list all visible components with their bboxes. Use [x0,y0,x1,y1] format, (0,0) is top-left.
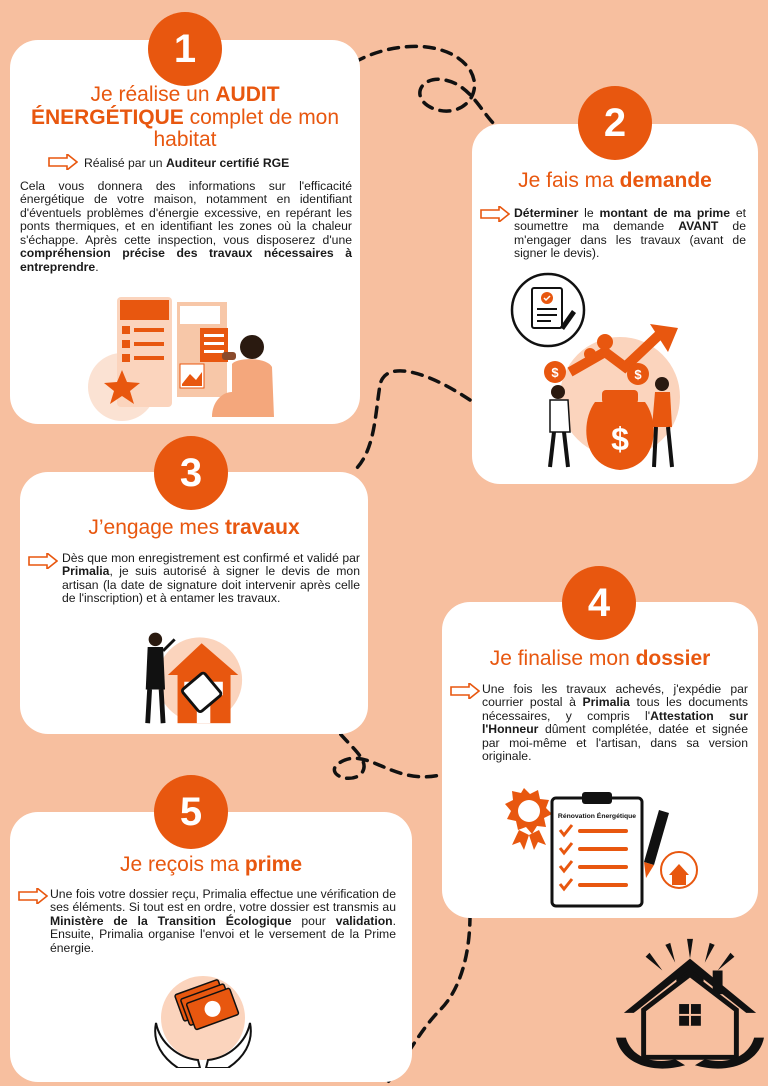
step-5-number: 5 [154,775,228,849]
step-1-body-1: Cela vous donnera des informations sur l'efficacité énergétique de votre maison, notamment en identifiant d'éventuels problèmes d'énergie excessive, en repérant les ponts thermiques, et en identifiant les zones où la chaleur s'échappe. Après cette inspection, vous disposerez d'une [20,179,352,247]
arrow-right-icon [28,553,58,569]
step-2-number: 2 [578,86,652,160]
step-3-body [62,552,360,606]
audit-illustration [82,292,282,422]
step-2-body-1: le [578,206,600,220]
step-3-body-bold-1: Primalia [62,564,110,579]
step-3-title-bold: travaux [224,516,300,539]
step-2-body-bold-1: Déterminer [514,206,579,220]
step-4-number: 4 [562,566,636,640]
step-5-body-3: . Ensuite, Primalia organise l'envoi et le versement de la Prime énergie. [50,913,396,955]
step-5-body-bold-2: validation [335,913,393,928]
step-2-title-pre: Je fais ma [518,169,620,192]
step-1-sub-pre: Réalisé par un [84,156,166,170]
step-1-body [20,180,352,274]
step-1-sub-bold: Auditeur certifié RGE [165,156,290,170]
step-4-title-pre: Je finalise mon [489,647,636,670]
step-2-body [514,207,746,261]
arrow-right-icon [450,683,480,699]
step-5-title [20,854,402,877]
arrow-right-icon [18,888,48,904]
house-icon [616,938,764,1078]
step-5-title-bold: prime [244,853,303,876]
step-5-body [50,888,396,955]
step-2-body-bold-2: montant de ma prime [599,206,731,220]
dossier-illustration [494,780,704,910]
clipboard-label: Rénovation Énergétique [557,813,637,820]
step-2-title-bold: demande [619,169,712,192]
arrow-right-icon [48,154,78,170]
svg-text:$: $ [634,367,642,382]
step-1-title-pre: Je réalise un [90,83,216,106]
prime-illustration [148,968,258,1068]
arrow-right-icon [480,206,510,222]
step-4-body-3: dûment complétée, datée et signée par moi-même et l'artisan, dans sa version originale. [482,722,748,764]
step-3-number: 3 [154,436,228,510]
step-1-title-post: complet de mon habitat [153,105,340,152]
step-5-title-pre: Je reçois ma [119,853,245,876]
step-3-title-pre: J’engage mes [88,516,225,539]
step-3-body-2: , je suis autorisé à signer le devis de mon artisan (la date de signature doit intervenir après celle de l'inscription) et à entamer les travaux. [62,564,360,606]
step-1-title [30,84,340,152]
medal-icon [505,788,552,850]
step-4-body-bold-1: Primalia [582,695,630,710]
demande-illustration [510,272,690,472]
step-5-body-bold-1: Ministère de la Transition Écologique [50,913,292,928]
travaux-illustration [132,622,252,728]
step-4-title-bold: dossier [635,647,711,670]
svg-text:$: $ [611,421,629,457]
step-5-body-2: pour [291,913,336,928]
step-5-body-1: Une fois votre dossier reçu, Primalia effectue une vérification de ses éléments. Si tout est en ordre, votre dossier est transmis au [50,887,396,915]
step-2-body-2: et soumettre ma demande [514,206,746,234]
step-4-body-1: Une fois les travaux achevés, j'expédie par courrier postal à [482,682,748,710]
step-1-body-bold-1: compréhension précise des travaux nécessaires à entreprendre [20,246,352,274]
step-4-body-bold-2: Attestation sur l'Honneur [482,708,748,737]
step-1-title-bold: AUDIT ÉNERGÉTIQUE [30,83,280,129]
svg-text:$: $ [551,365,559,380]
step-2-title [482,170,748,193]
step-4-body [482,683,748,764]
step-2-body-3: de m'engager dans les travaux (avant de signer le devis). [514,219,746,261]
step-3-body-1: Dès que mon enregistrement est confirmé et validé par [62,551,360,565]
step-1-subtitle [84,156,289,170]
step-1-number: 1 [148,12,222,86]
step-1-body-2: . [95,259,99,274]
step-4-title [452,648,748,671]
step-3-title [30,517,358,540]
step-2-body-bold-3: AVANT [678,219,719,234]
step-4-body-2: tous les documents nécessaires, y compris l' [482,695,748,723]
